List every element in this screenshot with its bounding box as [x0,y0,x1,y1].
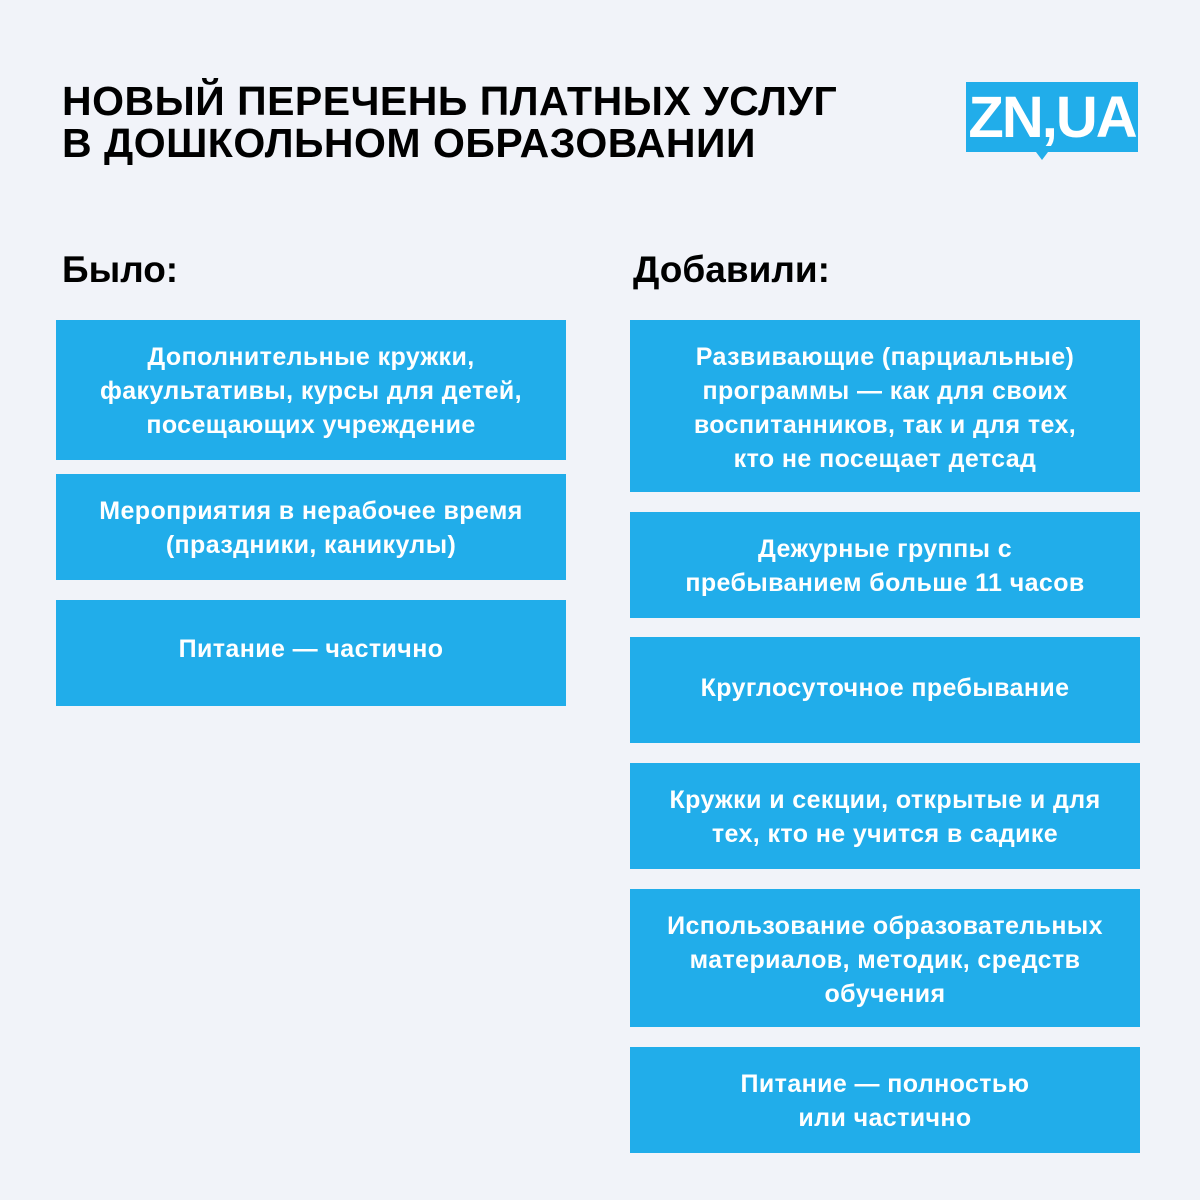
right-item-box [630,1047,1140,1153]
box-text-line: Кружки и секции, открытые и для [669,786,1101,814]
left-item-box [56,474,566,580]
box-text-line: кто не посещает детсад [733,445,1037,473]
title-line: В ДОШКОЛЬНОМ ОБРАЗОВАНИИ [62,120,756,166]
box-text-line: материалов, методик, средств [689,946,1081,974]
box-text-line: (праздники, каникулы) [165,531,457,559]
box-text-line: Питание — частично [178,635,444,663]
title-line: НОВЫЙ ПЕРЕЧЕНЬ ПЛАТНЫХ УСЛУГ [62,78,838,124]
box-text-line: пребыванием больше 11 часов [685,569,1085,597]
left-item-box [56,600,566,706]
right-item-box [630,763,1140,869]
left-item-box [56,320,566,460]
box-text-line: Круглосуточное пребывание [700,674,1070,702]
box-text-line: Развивающие (парциальные) [695,343,1075,371]
right-item-box [630,320,1140,492]
right-item-box [630,889,1140,1027]
right-item-box [630,637,1140,743]
box-text-line: факультативы, курсы для детей, [99,377,523,405]
box-text-line: программы — как для своих [702,377,1068,405]
left-column-heading: Было: [62,249,179,290]
box-text-line: Использование образовательных [667,912,1103,940]
box-text-line: воспитанников, так и для тех, [693,411,1077,439]
box-text-line: посещающих учреждение [146,411,476,439]
zn-ua-logo [966,82,1138,160]
box-text-line: Питание — полностью [740,1070,1030,1098]
box-text-line: Дежурные группы с [757,535,1013,563]
box-text-line: Мероприятия в нерабочее время [99,497,523,525]
right-item-box [630,512,1140,618]
logo-text: ZN,UA [968,85,1136,150]
page-title [62,80,922,164]
box-text-line: Дополнительные кружки, [147,343,475,371]
box-text-line: обучения [824,980,946,1008]
box-text-line: или частично [798,1104,972,1132]
box-text-line: тех, кто не учится в садике [711,820,1059,848]
right-column-heading: Добавили: [633,249,830,290]
